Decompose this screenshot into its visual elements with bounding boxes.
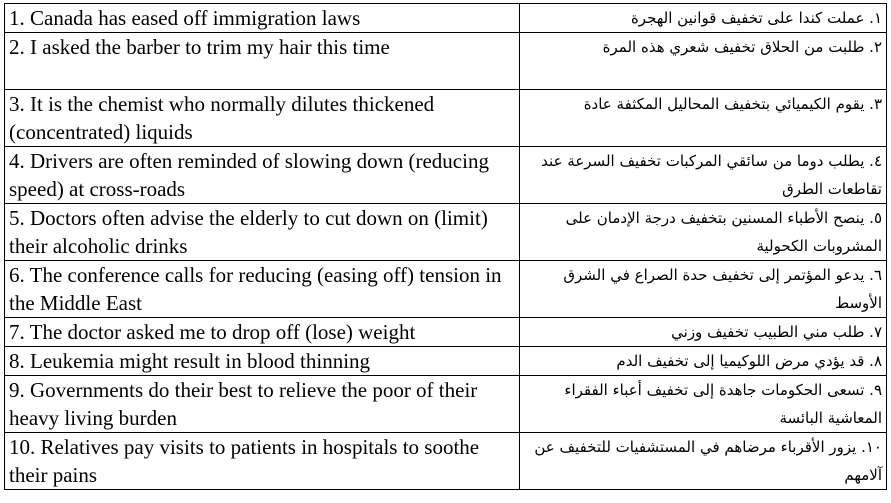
english-sentence-6: 6. The conference calls for reducing (easing off) tension in the Middle East [5, 261, 520, 318]
arabic-sentence-1: ١. عملت كندا على تخفيف قوانين الهجرة [519, 4, 886, 33]
table-row [5, 147, 887, 204]
english-sentence-8: 8. Leukemia might result in blood thinning [5, 347, 520, 376]
arabic-sentence-4: ٤. يطلب دوما من سائقي المركبات تخفيف السرعة عند تقاطعات الطرق [519, 147, 886, 204]
english-sentence-4: 4. Drivers are often reminded of slowing down (reducing speed) at cross-roads [5, 147, 520, 204]
table-row [5, 433, 887, 490]
arabic-sentence-2: ٢. طلبت من الحلاق تخفيف شعري هذه المرة [519, 33, 886, 90]
arabic-sentence-10: ١٠. يزور الأقرباء مرضاهم في المستشفيات للتخفيف عن آلامهم [519, 433, 886, 490]
arabic-sentence-7: ٧. طلب مني الطبيب تخفيف وزني [519, 318, 886, 347]
english-sentence-2: 2. I asked the barber to trim my hair this time [5, 33, 520, 90]
table-row [5, 318, 887, 347]
arabic-sentence-9: ٩. تسعى الحكومات جاهدة إلى تخفيف أعباء الفقراء المعاشية البائسة [519, 376, 886, 433]
english-sentence-3: 3. It is the chemist who normally dilutes thickened (concentrated) liquids [5, 90, 520, 147]
english-sentence-7: 7. The doctor asked me to drop off (lose) weight [5, 318, 520, 347]
english-sentence-5: 5. Doctors often advise the elderly to cut down on (limit) their alcoholic drinks [5, 204, 520, 261]
english-sentence-10: 10. Relatives pay visits to patients in hospitals to soothe their pains [5, 433, 520, 490]
arabic-sentence-3: ٣. يقوم الكيميائي بتخفيف المحاليل المكثفة عادة [519, 90, 886, 147]
translation-table [4, 3, 887, 490]
table-row [5, 33, 887, 90]
table-row [5, 261, 887, 318]
table-row [5, 4, 887, 33]
arabic-sentence-6: ٦. يدعو المؤتمر إلى تخفيف حدة الصراع في الشرق الأوسط [519, 261, 886, 318]
table-row [5, 90, 887, 147]
english-sentence-1: 1. Canada has eased off immigration laws [5, 4, 520, 33]
table-row [5, 347, 887, 376]
english-sentence-9: 9. Governments do their best to relieve the poor of their heavy living burden [5, 376, 520, 433]
arabic-sentence-8: ٨. قد يؤدي مرض اللوكيميا إلى تخفيف الدم [519, 347, 886, 376]
table-row [5, 204, 887, 261]
table-row [5, 376, 887, 433]
arabic-sentence-5: ٥. ينصح الأطباء المسنين بتخفيف درجة الإدمان على المشروبات الكحولية [519, 204, 886, 261]
